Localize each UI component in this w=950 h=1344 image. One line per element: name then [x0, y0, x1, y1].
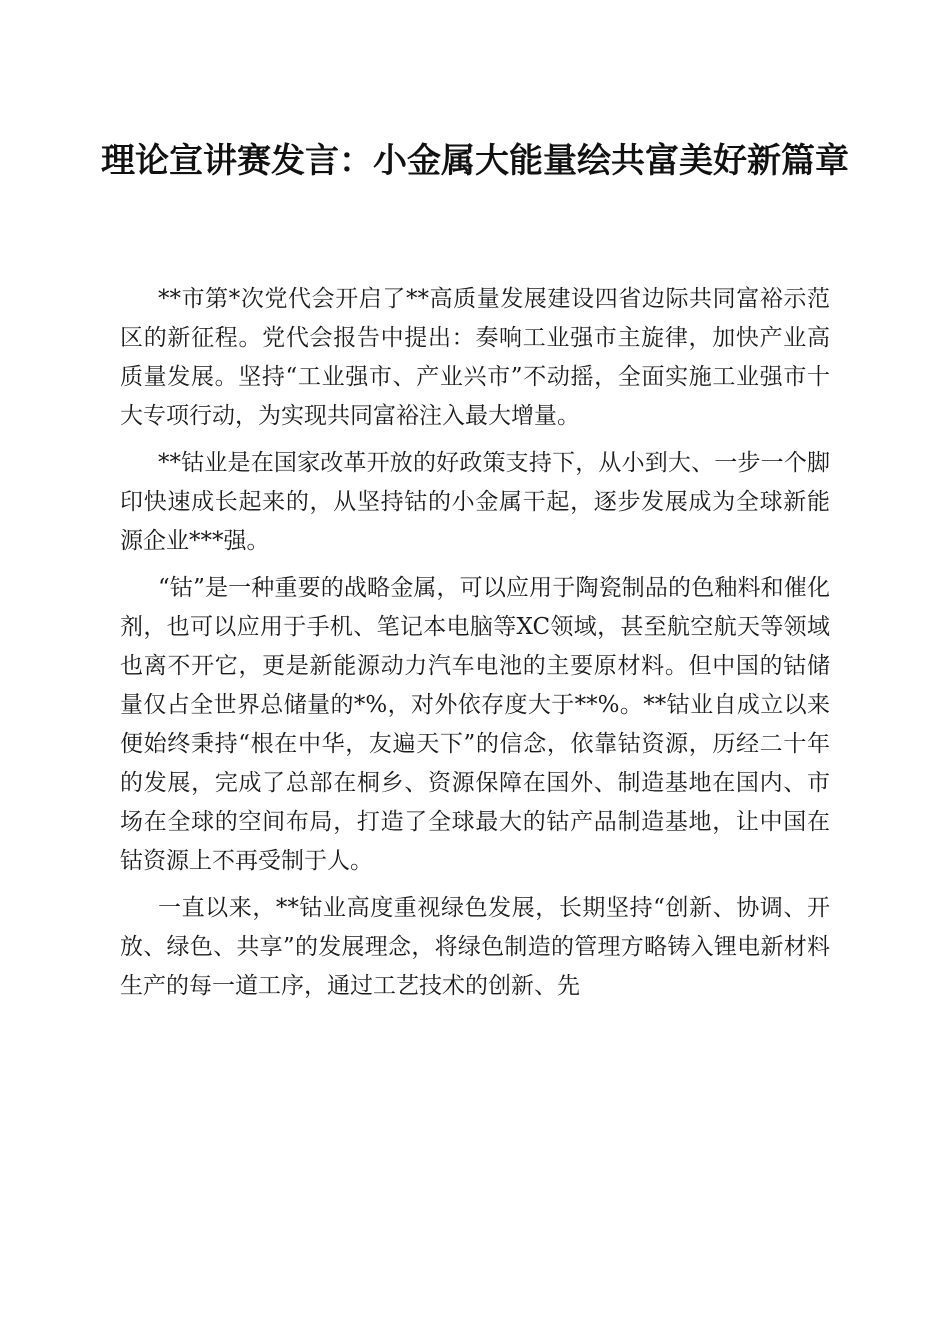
document-body: [120, 280, 830, 1014]
paragraph: **钴业是在国家改革开放的好政策支持下，从小到大、一步一个脚印快速成长起来的，从坚持钴的小金属干起，逐步发展成为全球新能源企业***强。: [120, 450, 830, 554]
paragraph: “钴”是一种重要的战略金属，可以应用于陶瓷制品的色釉料和催化剂，也可以应用于手机、笔记本电脑等XC领域，甚至航空航天等领域也离不开它，更是新能源动力汽车电池的主要原材料。但中国的钴储量仅占全世界总储量的*%，对外依存度大于**%。**钴业自成立以来便始终秉持“根在中华，友遍天下”的信念，依靠钴资源，历经二十年的发展，完成了总部在桐乡、资源保障在国外、制造基地在国内、市场在全球的空间布局，打造了全球最大的钴产品制造基地，让中国在钴资源上不再受制于人。: [120, 575, 830, 874]
paragraph: 一直以来，**钴业高度重视绿色发展，长期坚持“创新、协调、开放、绿色、共享”的发展理念，将绿色制造的管理方略铸入锂电新材料生产的每一道工序，通过工艺技术的创新、先: [120, 895, 830, 999]
paragraph: **市第*次党代会开启了**高质量发展建设四省边际共同富裕示范区的新征程。党代会报告中提出：奏响工业强市主旋律，加快产业高质量发展。坚持“工业强市、产业兴市”不动摇，全面实施工业强市十大专项行动，为实现共同富裕注入最大增量。: [120, 286, 830, 429]
document-title: 理论宣讲赛发言：小金属大能量绘共富美好新篇章: [101, 141, 849, 181]
